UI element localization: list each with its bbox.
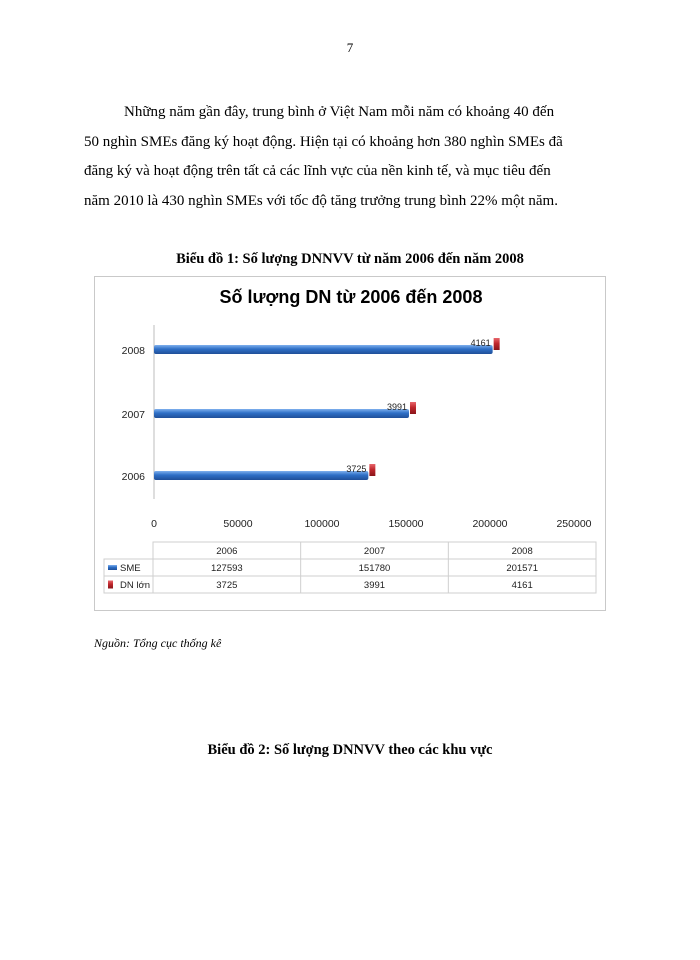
legend-swatch-sme: [108, 565, 117, 570]
category-label: 2007: [121, 409, 145, 421]
figure-1-caption: Biểu đồ 1: Số lượng DNNVV từ năm 2006 đến năm 2008: [176, 251, 524, 267]
table-value-cell: 3725: [216, 580, 238, 591]
legend-swatch-large: [108, 581, 113, 589]
table-value-cell: 151780: [358, 563, 391, 574]
table-header-cell: 2007: [363, 546, 386, 557]
x-tick-label: 250000: [556, 518, 592, 530]
x-tick-label: 0: [151, 518, 157, 530]
data-label-large-2007: 3991: [386, 402, 407, 412]
table-header-cell: 2006: [216, 546, 238, 557]
x-tick-label: 50000: [223, 518, 253, 530]
legend-label: DN lớn: [120, 580, 150, 591]
chart-title: Số lượng DN từ 2006 đến 2008: [219, 287, 483, 307]
intro-line: 50 nghìn SMEs đăng ký hoạt động. Hiện tại có khoảng hơn 380 nghìn SMEs đã: [84, 133, 563, 150]
bar-large-2007: [410, 402, 416, 414]
page-number: 7: [346, 40, 354, 55]
table-value-cell: 4161: [511, 580, 533, 591]
x-tick-label: 150000: [388, 518, 424, 530]
chart-frame: [94, 276, 606, 611]
source-note: Nguồn: Tổng cục thống kê: [94, 636, 222, 650]
bar-sme-2006: [154, 471, 368, 480]
intro-paragraph: [84, 98, 610, 216]
bar-sme-2008: [154, 345, 493, 354]
legend-label: SME: [120, 563, 141, 574]
data-label-large-2006: 3725: [346, 464, 367, 474]
intro-line: Những năm gần đây, trung bình ở Việt Nam mỗi năm có khoảng 40 đến: [124, 104, 555, 120]
table-value-cell: 201571: [506, 563, 539, 574]
category-label: 2006: [121, 471, 145, 483]
x-tick-label: 100000: [304, 518, 340, 530]
table-value-cell: 127593: [210, 563, 243, 574]
table-value-cell: 3991: [363, 580, 386, 591]
bar-large-2008: [494, 338, 500, 350]
intro-line: đăng ký và hoạt động trên tất cả các lĩnh vực của nền kinh tế, và mục tiêu đến: [84, 163, 551, 179]
bar-sme-2007: [154, 409, 409, 418]
data-label-large-2008: 4161: [470, 338, 491, 348]
bar-chart: [95, 277, 607, 612]
x-tick-label: 200000: [472, 518, 508, 530]
intro-line: năm 2010 là 430 nghìn SMEs với tốc độ tăng trưởng trung bình 22% một năm.: [84, 192, 558, 209]
figure-2-caption: Biểu đồ 2: Số lượng DNNVV theo các khu vực: [207, 742, 493, 758]
category-label: 2008: [121, 345, 145, 357]
table-header-cell: 2008: [511, 546, 533, 557]
bar-large-2006: [369, 464, 375, 476]
